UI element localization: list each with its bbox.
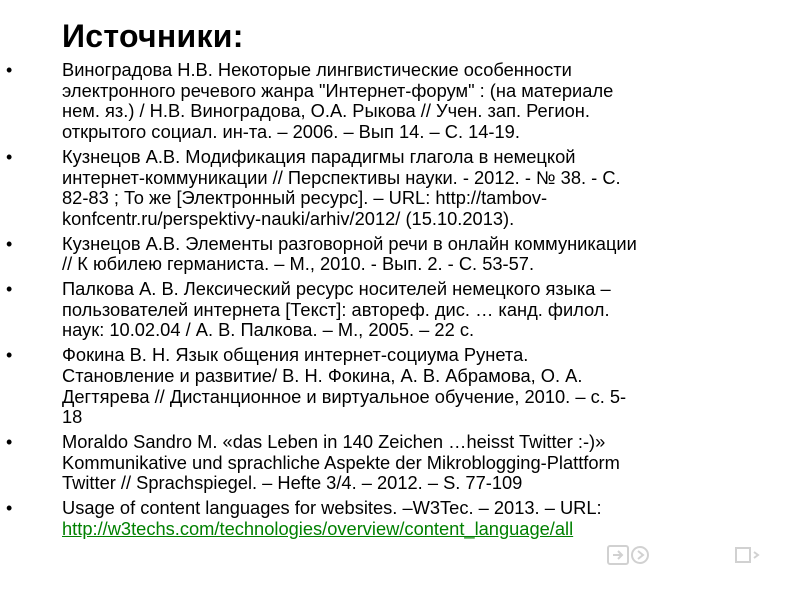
reference-line: интернет-коммуникации // Перспективы науки. - 2012. - № 38. - С. bbox=[62, 166, 621, 188]
bullet: • bbox=[6, 498, 13, 519]
reference-list bbox=[0, 60, 800, 543]
reference-line: 18 bbox=[62, 406, 83, 428]
reference-item bbox=[0, 279, 800, 341]
reference-line: Twitter // Sprachspiegel. – Hefte 3/4. – 2012. – S. 77-109 bbox=[62, 472, 523, 494]
reference-line: Фокина В. Н. Язык общения интернет-социума Рунета. bbox=[62, 344, 529, 366]
reference-line: // К юбилею германиста. – М., 2010. - Вып. 2. - С. 53-57. bbox=[62, 253, 535, 275]
reference-line: 82-83 ; То же [Электронный ресурс]. – URL: http://tambov- bbox=[62, 187, 548, 209]
reference-line: Кузнецов А.В. Элементы разговорной речи в онлайн коммуникации bbox=[62, 232, 637, 254]
reference-line: Usage of content languages for websites. –W3Tec. – 2013. – URL: bbox=[62, 497, 602, 519]
reference-line: Дегтярева // Дистанционное и виртуальное обучение, 2010. – с. 5- bbox=[62, 385, 627, 407]
reference-line: наук: 10.02.04 / А. В. Палкова. – М., 2005. – 22 с. bbox=[62, 319, 475, 341]
w3techs-link[interactable]: http://w3techs.com/technologies/overview/content_language/all bbox=[62, 517, 574, 539]
reference-link-line bbox=[62, 519, 774, 540]
bullet: • bbox=[6, 345, 13, 366]
reference-line: Moraldo Sandro M. «das Leben in 140 Zeichen …heisst Twitter :-)» bbox=[62, 430, 606, 452]
reference-item bbox=[0, 498, 800, 539]
slide-navigation-icon[interactable] bbox=[604, 540, 762, 570]
reference-line: нем. яз.) / Н.В. Виноградова, О.А. Рыкова // Учен. зап. Регион. bbox=[62, 100, 590, 122]
slide-title: Источники: bbox=[62, 18, 244, 54]
bullet: • bbox=[6, 60, 13, 80]
reference-item bbox=[0, 432, 800, 494]
reference-line: Kommunikative und sprachliche Aspekte der Mikroblogging-Plattform bbox=[62, 451, 620, 473]
bullet: • bbox=[6, 279, 13, 300]
reference-item bbox=[0, 147, 800, 230]
reference-line: электронного речевого жанра "Интернет-форум" : (на материале bbox=[62, 79, 614, 101]
reference-line: Виноградова Н.В. Некоторые лингвистические особенности bbox=[62, 59, 572, 80]
bullet: • bbox=[6, 233, 13, 254]
reference-line: пользователей интернета [Текст]: автореф. дис. … канд. филол. bbox=[62, 298, 610, 320]
reference-line: открытого социал. ин-та. – 2006. – Вып 14. – С. 14-19. bbox=[62, 121, 520, 143]
bullet: • bbox=[6, 146, 13, 167]
reference-line: Становление и развитие/ В. Н. Фокина, А. В. Абрамова, О. А. bbox=[62, 364, 583, 386]
reference-line: Палкова А. В. Лексический ресурс носителей немецкого языка – bbox=[62, 278, 611, 300]
reference-item bbox=[0, 60, 800, 143]
reference-item bbox=[0, 234, 800, 275]
reference-line: konfcentr.ru/perspektivy-nauki/arhiv/2012/ (15.10.2013). bbox=[62, 207, 515, 229]
reference-line: Кузнецов А.В. Модификация парадигмы глагола в немецкой bbox=[62, 145, 576, 167]
bullet: • bbox=[6, 431, 13, 452]
reference-item bbox=[0, 345, 800, 428]
